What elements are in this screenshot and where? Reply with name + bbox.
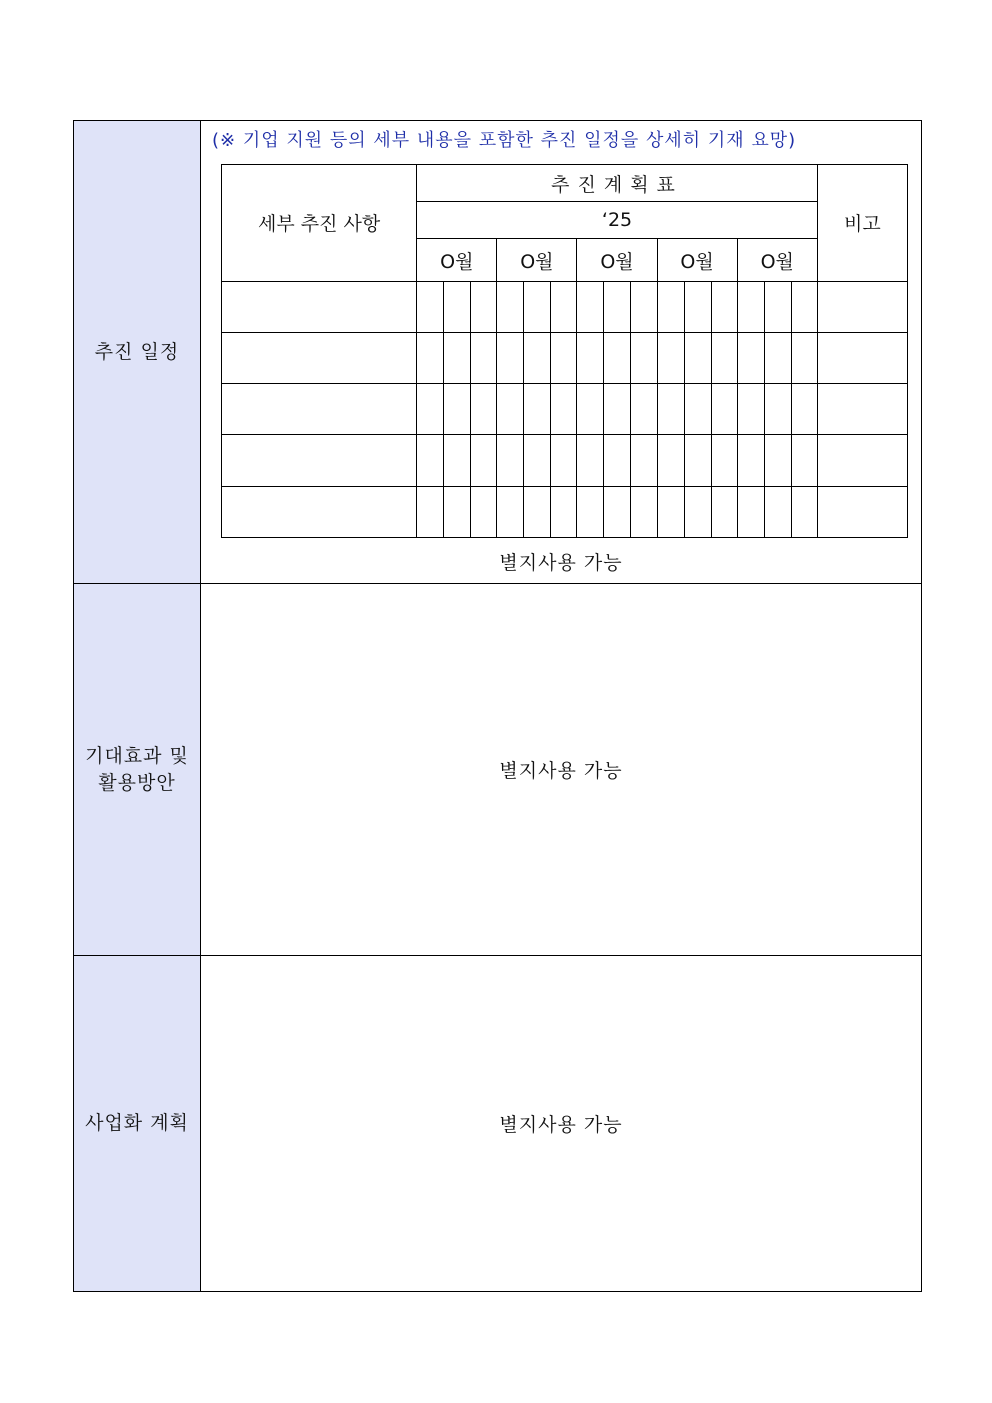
- commercialization-content-cell: [200, 955, 922, 1292]
- week-cell: [417, 281, 444, 332]
- week-cell: [657, 332, 684, 383]
- week-cell: [471, 435, 497, 486]
- schedule-label-cell: [73, 120, 201, 584]
- week-cell: [417, 435, 444, 486]
- detail-cell: [222, 435, 417, 486]
- week-cell: [711, 486, 737, 537]
- effects-label-line1: 기대효과 및: [85, 744, 189, 767]
- week-cell: [764, 332, 791, 383]
- schedule-row: [222, 384, 908, 435]
- week-cell: [631, 486, 657, 537]
- week-cell: [631, 332, 657, 383]
- week-cell: [551, 435, 577, 486]
- remark-cell: [817, 486, 907, 537]
- detail-cell: [222, 332, 417, 383]
- schedule-body: [222, 281, 908, 537]
- week-cell: [657, 435, 684, 486]
- detail-cell: [222, 486, 417, 537]
- week-cell: [711, 281, 737, 332]
- week-cell: [524, 332, 551, 383]
- week-cell: [684, 332, 711, 383]
- week-cell: [604, 332, 631, 383]
- week-cell: [604, 486, 631, 537]
- week-cell: [737, 486, 764, 537]
- week-cell: [764, 486, 791, 537]
- week-cell: [657, 384, 684, 435]
- remark-cell: [817, 435, 907, 486]
- detail-header: 세부 추진 사항: [222, 165, 417, 282]
- week-cell: [497, 281, 524, 332]
- week-cell: [444, 435, 471, 486]
- effects-content: 별지사용 가능: [499, 760, 623, 782]
- schedule-row: [222, 486, 908, 537]
- effects-label-line2: 활용방안: [98, 771, 176, 794]
- week-cell: [524, 384, 551, 435]
- week-cell: [604, 384, 631, 435]
- month-header: O월: [657, 239, 737, 281]
- week-cell: [524, 486, 551, 537]
- effects-label-cell: [73, 583, 201, 956]
- week-cell: [791, 281, 817, 332]
- week-cell: [551, 332, 577, 383]
- week-cell: [524, 435, 551, 486]
- week-cell: [471, 486, 497, 537]
- remark-cell: [817, 332, 907, 383]
- week-cell: [417, 486, 444, 537]
- commercialization-content: 별지사용 가능: [499, 1114, 623, 1136]
- month-header: O월: [737, 239, 817, 281]
- week-cell: [737, 384, 764, 435]
- week-cell: [497, 486, 524, 537]
- week-cell: [444, 486, 471, 537]
- week-cell: [417, 332, 444, 383]
- week-cell: [497, 384, 524, 435]
- week-cell: [631, 281, 657, 332]
- week-cell: [577, 486, 604, 537]
- week-cell: [497, 435, 524, 486]
- week-cell: [737, 332, 764, 383]
- week-cell: [604, 435, 631, 486]
- commercialization-label-cell: [73, 955, 201, 1292]
- week-cell: [444, 384, 471, 435]
- plan-header: 추진계획표: [417, 165, 818, 202]
- week-cell: [737, 281, 764, 332]
- week-cell: [577, 435, 604, 486]
- effects-content-cell: [200, 583, 922, 956]
- week-cell: [444, 332, 471, 383]
- week-cell: [791, 384, 817, 435]
- week-cell: [551, 384, 577, 435]
- week-cell: [764, 384, 791, 435]
- week-cell: [684, 486, 711, 537]
- week-cell: [577, 384, 604, 435]
- week-cell: [471, 281, 497, 332]
- commercialization-label: 사업화 계획: [85, 1112, 189, 1134]
- week-cell: [471, 332, 497, 383]
- detail-cell: [222, 281, 417, 332]
- schedule-row: [222, 332, 908, 383]
- week-cell: [791, 332, 817, 383]
- schedule-note: (※ 기업 지원 등의 세부 내용을 포함한 추진 일정을 상세히 기재 요망): [212, 130, 797, 151]
- remark-cell: [817, 281, 907, 332]
- week-cell: [524, 281, 551, 332]
- week-cell: [791, 435, 817, 486]
- week-cell: [577, 332, 604, 383]
- detail-cell: [222, 384, 417, 435]
- week-cell: [657, 281, 684, 332]
- schedule-row: [222, 435, 908, 486]
- week-cell: [684, 384, 711, 435]
- week-cell: [631, 435, 657, 486]
- week-cell: [764, 435, 791, 486]
- week-cell: [444, 281, 471, 332]
- week-cell: [711, 332, 737, 383]
- month-header: O월: [417, 239, 497, 281]
- remark-cell: [817, 384, 907, 435]
- schedule-table: [221, 164, 908, 538]
- week-cell: [417, 384, 444, 435]
- week-cell: [684, 281, 711, 332]
- schedule-label: 추진 일정: [94, 340, 180, 363]
- week-cell: [631, 384, 657, 435]
- week-cell: [737, 435, 764, 486]
- week-cell: [711, 384, 737, 435]
- week-cell: [791, 486, 817, 537]
- week-cell: [604, 281, 631, 332]
- week-cell: [711, 435, 737, 486]
- week-cell: [497, 332, 524, 383]
- year-header: ‘25: [417, 202, 818, 239]
- schedule-footer: 별지사용 가능: [499, 552, 623, 574]
- week-cell: [684, 435, 711, 486]
- remark-header: 비고: [817, 165, 907, 282]
- month-header: O월: [497, 239, 577, 281]
- week-cell: [657, 486, 684, 537]
- week-cell: [551, 281, 577, 332]
- week-cell: [551, 486, 577, 537]
- month-header: O월: [577, 239, 657, 281]
- week-cell: [764, 281, 791, 332]
- week-cell: [577, 281, 604, 332]
- schedule-row: [222, 281, 908, 332]
- week-cell: [471, 384, 497, 435]
